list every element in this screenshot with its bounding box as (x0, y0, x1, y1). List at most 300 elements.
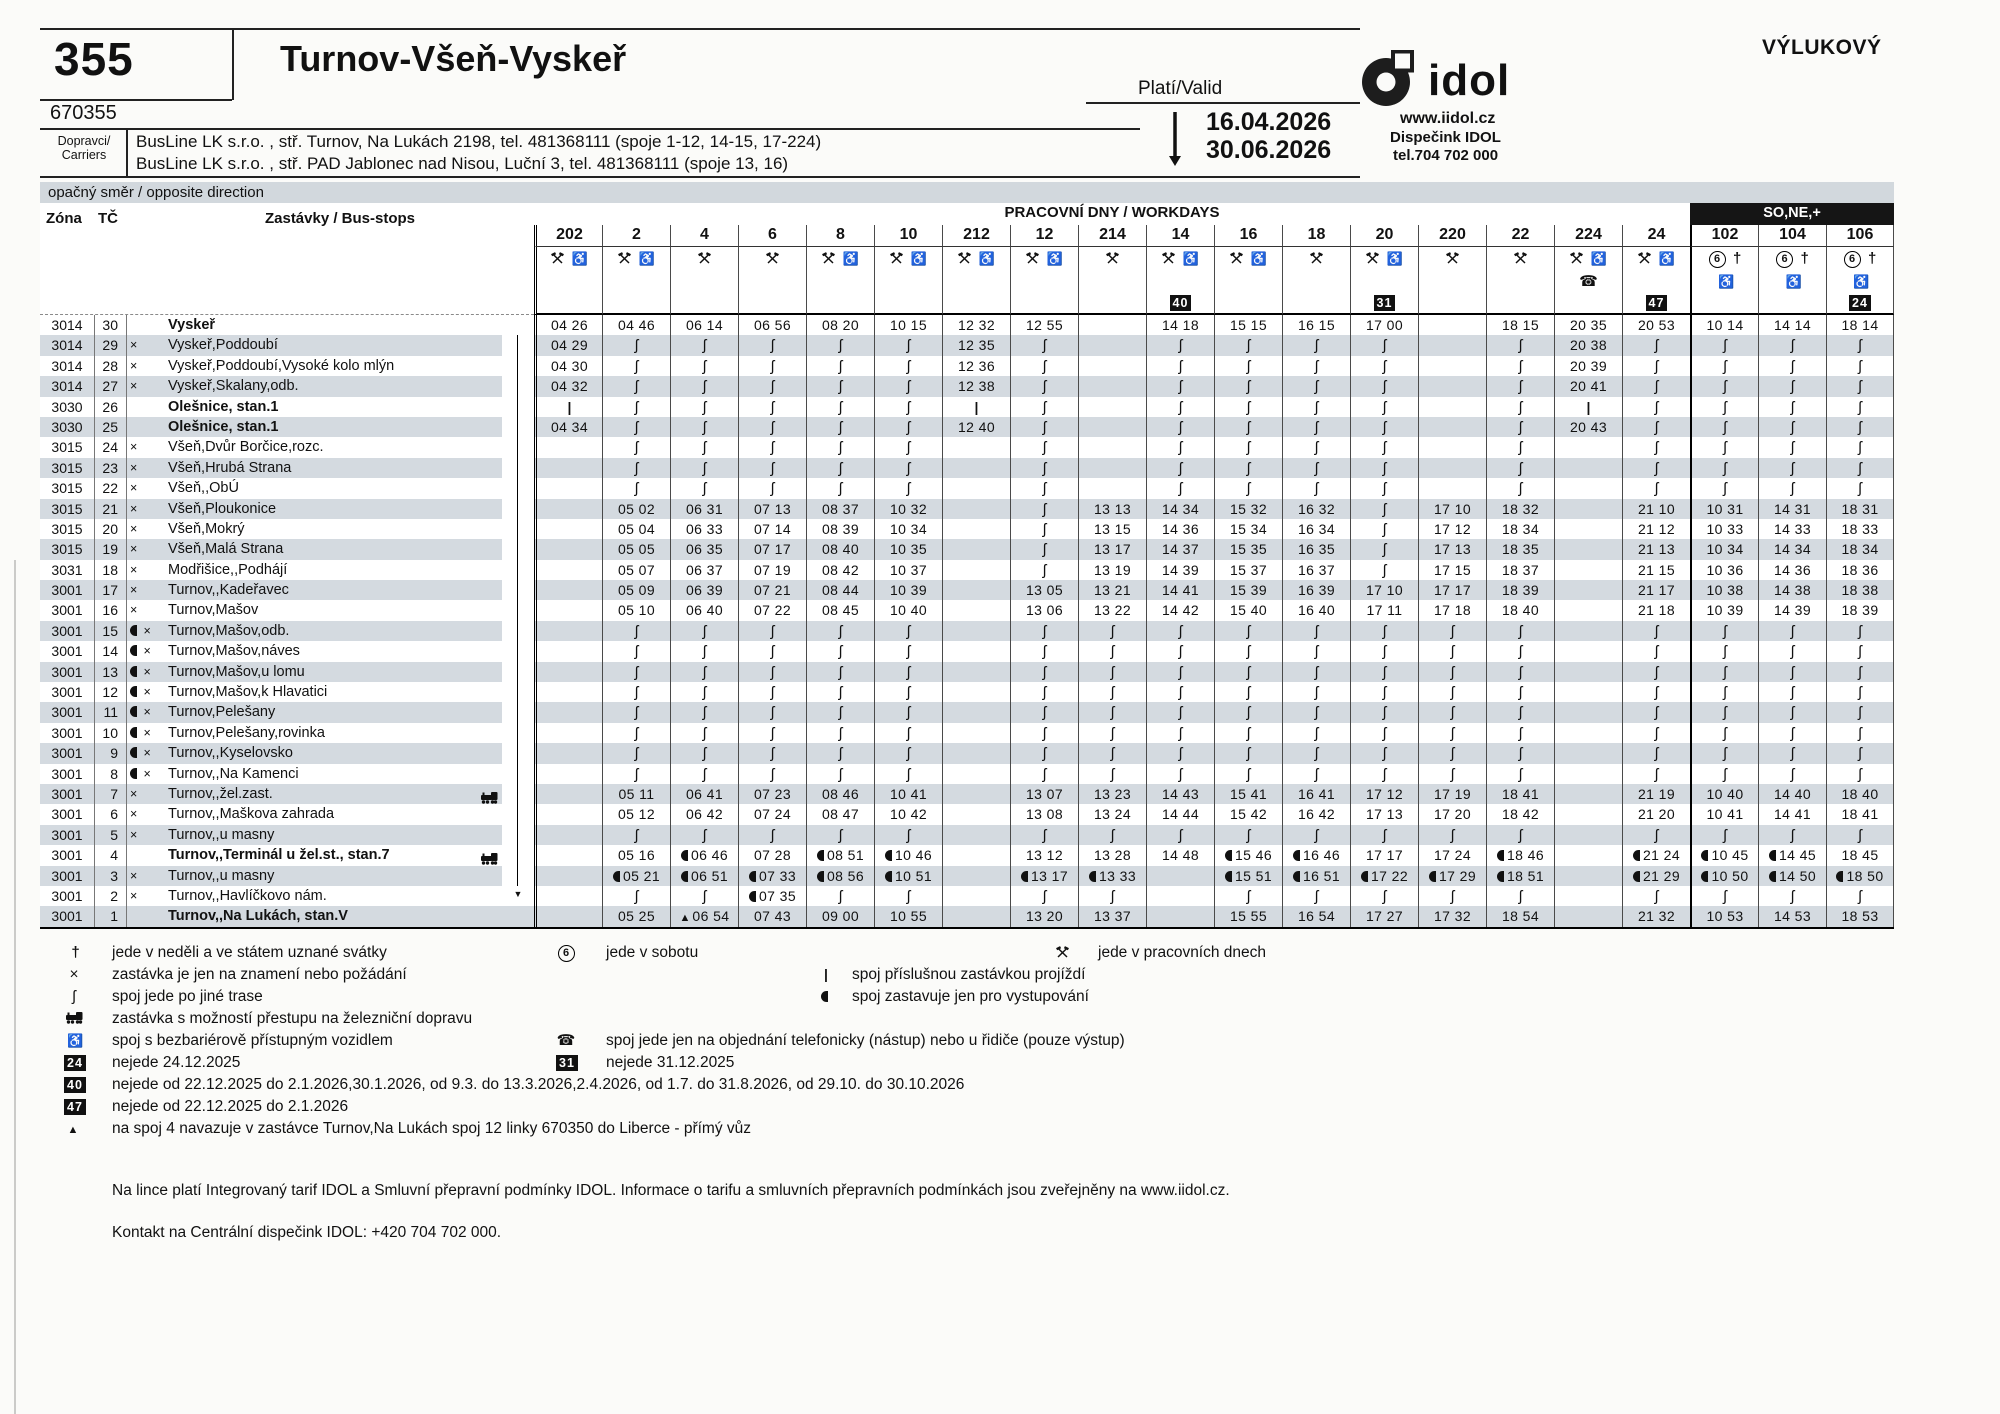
time-cell: 13 06 (1010, 600, 1078, 620)
service-symbols-18 (1282, 247, 1350, 293)
time-cell (1758, 723, 1826, 743)
time-cell: 06 42 (670, 804, 738, 824)
restriction-badge-24: 24 (64, 1055, 86, 1071)
stop-name-text: Olešnice, stan.1 (168, 418, 279, 435)
other-route-icon: ʃ (1790, 704, 1795, 722)
time-cell: 10 14 (1690, 315, 1758, 335)
wheelchair-icon: ♿ (571, 251, 588, 266)
other-route-icon: ʃ (1246, 745, 1251, 763)
time-cell (874, 702, 942, 722)
other-route-icon: ʃ (1314, 826, 1319, 844)
time-cell (738, 376, 806, 396)
other-route-icon: ʃ (1382, 500, 1387, 518)
other-route-icon: ʃ (1110, 684, 1115, 702)
stop-zone: 3030 (40, 417, 94, 437)
stop-tc: 28 (94, 356, 126, 376)
stop-tc: 19 (94, 539, 126, 559)
time-cell (1078, 437, 1146, 457)
other-route-icon: ʃ (1518, 378, 1523, 396)
time-cell (1418, 764, 1486, 784)
stop-name-text: Všeň,Mokrý (168, 520, 245, 537)
time-cell: 13 33 (1078, 866, 1146, 886)
time-cell: 17 00 (1350, 315, 1418, 335)
other-route-icon: ʃ (906, 622, 911, 640)
wheelchair-icon: ♿ (1590, 251, 1607, 266)
time-cell (1554, 458, 1622, 478)
time-cell (1282, 886, 1350, 906)
workdays-icon (618, 252, 631, 264)
time-cell: 06 41 (670, 784, 738, 804)
time-cell (738, 825, 806, 845)
other-route-icon: ʃ (1314, 439, 1319, 457)
time-cell (1282, 376, 1350, 396)
stop-mark: × (126, 743, 162, 763)
other-route-icon: ʃ (1654, 765, 1659, 783)
time-cell: 10 41 (874, 784, 942, 804)
other-route-icon: ʃ (1790, 826, 1795, 844)
service-symbols-202 (534, 247, 602, 293)
other-route-icon: ʃ (838, 622, 843, 640)
other-route-icon: ʃ (1314, 398, 1319, 416)
route-strip (502, 702, 534, 722)
route-strip (502, 539, 534, 559)
time-cell (1350, 702, 1418, 722)
time-cell (534, 539, 602, 559)
time-cell: 07 21 (738, 580, 806, 600)
time-cell: 14 34 (1146, 499, 1214, 519)
legend-symbol-wavy (64, 986, 84, 1007)
time-cell (1418, 315, 1486, 335)
other-route-icon: ʃ (906, 459, 911, 477)
other-route-icon: ʃ (1314, 480, 1319, 498)
time-cell: 17 29 (1418, 866, 1486, 886)
time-cell (1010, 662, 1078, 682)
other-route-icon: ʃ (1654, 357, 1659, 375)
time-cell (1214, 417, 1282, 437)
other-route-icon: ʃ (1382, 357, 1387, 375)
time-cell (806, 886, 874, 906)
time-cell (1078, 764, 1146, 784)
time-cell (670, 764, 738, 784)
exit-only-icon (1021, 871, 1028, 882)
time-cell (1622, 702, 1690, 722)
other-route-icon: ʃ (1723, 887, 1727, 905)
wheelchair-icon: ♿ (910, 251, 927, 266)
time-cell (1486, 723, 1554, 743)
exit-only-icon (1769, 871, 1776, 882)
time-cell: 16 51 (1282, 866, 1350, 886)
legend-row (40, 1074, 1940, 1095)
other-route-icon: ʃ (1518, 826, 1523, 844)
time-cell (1010, 478, 1078, 498)
time-cell (738, 723, 806, 743)
other-route-icon: ʃ (1723, 337, 1727, 355)
other-route-icon: ʃ (1246, 622, 1251, 640)
time-cell: 17 13 (1350, 804, 1418, 824)
other-route-icon: ʃ (1382, 561, 1387, 579)
other-route-icon: ʃ (906, 887, 911, 905)
time-cell: 16 39 (1282, 580, 1350, 600)
time-cell: 14 38 (1758, 580, 1826, 600)
time-cell (602, 825, 670, 845)
time-cell (1826, 682, 1894, 702)
time-cell (942, 845, 1010, 865)
other-route-icon: ʃ (1858, 337, 1862, 355)
status-note: VÝLUKOVÝ (1762, 36, 1882, 59)
other-route-icon: ʃ (1723, 480, 1727, 498)
other-route-icon: ʃ (1858, 643, 1862, 661)
time-cell: 20 35 (1554, 315, 1622, 335)
stop-name-text: Turnov,,Havlíčkovo nám. (168, 887, 327, 904)
service-badge-12 (1010, 293, 1078, 315)
other-route-icon: ʃ (1858, 480, 1862, 498)
other-route-icon: ʃ (1246, 724, 1251, 742)
other-route-icon: ʃ (1518, 622, 1523, 640)
stop-name (162, 478, 502, 498)
stop-mark: × (126, 437, 162, 457)
connection-triangle-icon: ▲ (679, 912, 691, 925)
time-cell (1010, 499, 1078, 519)
other-route-icon: ʃ (1450, 765, 1455, 783)
other-route-icon: ʃ (1858, 765, 1862, 783)
route-strip (502, 315, 534, 335)
time-cell (1554, 580, 1622, 600)
service-symbols-104 (1758, 247, 1826, 293)
stop-mark: × (126, 784, 162, 804)
time-cell (602, 417, 670, 437)
time-cell: 14 36 (1146, 519, 1214, 539)
time-cell (1622, 417, 1690, 437)
service-badge-8 (806, 293, 874, 315)
service-number-102: 102 (1690, 225, 1758, 247)
service-badge-212 (942, 293, 1010, 315)
legend-text: jede v sobotu (606, 944, 699, 961)
service-number-212: 212 (942, 225, 1010, 247)
time-cell (602, 764, 670, 784)
other-route-icon: ʃ (1042, 765, 1047, 783)
stop-name-text: Olešnice, stan.1 (168, 398, 279, 415)
time-cell: 06 33 (670, 519, 738, 539)
other-route-icon: ʃ (1790, 480, 1795, 498)
other-route-icon: ʃ (1110, 826, 1115, 844)
service-number-214: 214 (1078, 225, 1146, 247)
stop-tc: 7 (94, 784, 126, 804)
other-route-icon: ʃ (1246, 663, 1251, 681)
other-route-icon: ʃ (1110, 643, 1115, 661)
other-route-icon: ʃ (1450, 684, 1455, 702)
other-route-icon: ʃ (1518, 439, 1523, 457)
time-cell: 18 45 (1826, 845, 1894, 865)
sunday-holiday-icon: † (1868, 250, 1877, 267)
stop-mark: × (126, 866, 162, 886)
time-cell (1758, 437, 1826, 457)
stop-name (162, 886, 502, 906)
other-route-icon: ʃ (770, 337, 775, 355)
route-strip (502, 397, 534, 417)
time-cell (1282, 682, 1350, 702)
time-cell: 05 09 (602, 580, 670, 600)
time-cell (806, 641, 874, 661)
other-route-icon: ʃ (634, 337, 639, 355)
time-cell (1622, 621, 1690, 641)
time-cell (534, 519, 602, 539)
wheelchair-icon: ♿ (1046, 251, 1063, 266)
legend-symbol-b24 (64, 1052, 86, 1073)
service-badge-22 (1486, 293, 1554, 315)
scan-artifact-line (14, 560, 16, 1414)
exit-only-icon (1701, 871, 1708, 882)
time-cell (1758, 886, 1826, 906)
time-cell (874, 478, 942, 498)
legend-text: spoj jede jen na objednání telefonicky (nástup) nebo u řidiče (pouze výstup) (606, 1032, 1125, 1049)
time-cell (1146, 906, 1214, 926)
legend-symbol-train (64, 1008, 84, 1029)
carriers-label-cz: Dopravci/ (57, 134, 111, 148)
other-route-icon: ʃ (770, 826, 775, 844)
phone-icon: ☎ (556, 1032, 576, 1049)
time-cell (806, 417, 874, 437)
time-cell (670, 335, 738, 355)
time-cell (602, 458, 670, 478)
time-cell (534, 621, 602, 641)
exit-only-icon (130, 625, 137, 636)
stops-header (40, 203, 534, 315)
time-cell (1010, 743, 1078, 763)
exit-only-icon (1089, 871, 1096, 882)
stop-zone: 3015 (40, 458, 94, 478)
time-cell: 13 28 (1078, 845, 1146, 865)
other-route-icon: ʃ (838, 643, 843, 661)
workdays-icon (1230, 252, 1243, 264)
stop-mark (126, 417, 162, 437)
time-cell (1690, 437, 1758, 457)
time-cell (1486, 764, 1554, 784)
other-route-icon: ʃ (1518, 643, 1523, 661)
time-cell (1214, 437, 1282, 457)
service-symbols-8 (806, 247, 874, 293)
other-route-icon: ʃ (1723, 663, 1727, 681)
time-cell: 13 05 (1010, 580, 1078, 600)
time-cell (602, 397, 670, 417)
other-route-icon: ʃ (838, 765, 843, 783)
time-cell: 04 30 (534, 356, 602, 376)
time-cell (1826, 825, 1894, 845)
time-cell: 18 34 (1826, 539, 1894, 559)
time-cell (1690, 458, 1758, 478)
time-cell (1554, 662, 1622, 682)
time-cell (1418, 723, 1486, 743)
time-cell (1078, 682, 1146, 702)
other-route-icon: ʃ (1042, 357, 1047, 375)
time-cell (1214, 376, 1282, 396)
workdays-icon (1310, 252, 1323, 264)
other-route-icon: ʃ (1790, 745, 1795, 763)
time-cell (1554, 397, 1622, 417)
valid-label: Platí/Valid (1138, 78, 1223, 99)
time-cell (670, 458, 738, 478)
time-cell (942, 560, 1010, 580)
stop-zone: 3001 (40, 906, 94, 926)
other-route-icon: ʃ (1382, 826, 1387, 844)
time-cell: 05 04 (602, 519, 670, 539)
stop-mark: × (126, 580, 162, 600)
stop-zone: 3015 (40, 539, 94, 559)
stop-name (162, 335, 502, 355)
service-symbols-220 (1418, 247, 1486, 293)
other-route-icon: ʃ (1450, 826, 1455, 844)
stop-name (162, 437, 502, 457)
wheelchair-icon: ♿ (638, 251, 655, 266)
exit-only-icon (749, 871, 756, 882)
other-route-icon: ʃ (634, 643, 639, 661)
other-route-icon: ʃ (770, 643, 775, 661)
service-badge-16 (1214, 293, 1282, 315)
time-cell: 18 38 (1826, 580, 1894, 600)
stop-name (162, 723, 502, 743)
exit-only-icon (885, 850, 892, 861)
time-cell (738, 335, 806, 355)
time-cell (670, 662, 738, 682)
wheelchair-icon: ♿ (1718, 274, 1735, 290)
time-cell (1554, 804, 1622, 824)
other-route-icon: ʃ (1246, 684, 1251, 702)
time-cell: 14 50 (1758, 866, 1826, 886)
time-cell (1758, 458, 1826, 478)
passes-stop-icon: | (1586, 398, 1591, 415)
route-strip (502, 621, 534, 641)
time-cell: 06 14 (670, 315, 738, 335)
time-cell (1010, 417, 1078, 437)
other-route-icon: ʃ (634, 622, 639, 640)
exit-only-icon (681, 850, 688, 861)
time-cell: 13 12 (1010, 845, 1078, 865)
stop-mark: × (126, 804, 162, 824)
time-cell (874, 662, 942, 682)
time-cell (874, 335, 942, 355)
other-route-icon: ʃ (1518, 480, 1523, 498)
other-route-icon: ʃ (702, 459, 707, 477)
other-route-icon: ʃ (1654, 459, 1659, 477)
other-route-icon: ʃ (1246, 826, 1251, 844)
other-route-icon: ʃ (906, 643, 911, 661)
time-cell (1554, 764, 1622, 784)
time-cell (1622, 662, 1690, 682)
other-route-icon: ʃ (1246, 418, 1251, 436)
other-route-icon: ʃ (1858, 663, 1862, 681)
stop-name-text: Všeň,,ObÚ (168, 480, 239, 497)
time-cell (602, 621, 670, 641)
time-cell: 17 13 (1418, 539, 1486, 559)
time-cell: 21 15 (1622, 560, 1690, 580)
other-route-icon: ʃ (1858, 826, 1862, 844)
wheelchair-icon: ♿ (1182, 251, 1199, 266)
time-cell: 17 12 (1418, 519, 1486, 539)
time-cell (1214, 723, 1282, 743)
exit-only-icon (1293, 850, 1300, 861)
time-cell (1418, 397, 1486, 417)
time-cell (738, 662, 806, 682)
other-route-icon: ʃ (906, 684, 911, 702)
time-cell (1758, 662, 1826, 682)
time-cell (1146, 825, 1214, 845)
restriction-badge-47: 47 (64, 1099, 86, 1115)
service-symbols-14 (1146, 247, 1214, 293)
time-cell: 10 53 (1690, 906, 1758, 926)
time-cell (1690, 723, 1758, 743)
time-cell (1554, 539, 1622, 559)
time-cell (942, 906, 1010, 926)
time-cell (602, 702, 670, 722)
time-cell (1690, 886, 1758, 906)
legend-row (40, 1030, 1940, 1051)
time-cell: 15 39 (1214, 580, 1282, 600)
service-number-22: 22 (1486, 225, 1554, 247)
time-cell (874, 743, 942, 763)
time-cell: 12 36 (942, 356, 1010, 376)
time-cell (1758, 682, 1826, 702)
time-cell (1350, 519, 1418, 539)
restriction-badge-40: 40 (1170, 295, 1192, 311)
other-route-icon: ʃ (634, 826, 639, 844)
time-cell (1418, 478, 1486, 498)
stop-zone: 3001 (40, 702, 94, 722)
time-cell (1554, 743, 1622, 763)
other-route-icon: ʃ (1790, 887, 1795, 905)
service-badge-20 (1350, 293, 1418, 315)
time-cell (1826, 764, 1894, 784)
time-cell (670, 743, 738, 763)
stop-name-text: Turnov,Pelešany,rovinka (168, 724, 325, 741)
time-cell (1214, 458, 1282, 478)
time-cell (1758, 621, 1826, 641)
time-cell: 13 22 (1078, 600, 1146, 620)
other-route-icon: ʃ (1178, 480, 1183, 498)
time-cell (1010, 641, 1078, 661)
stop-tc: 24 (94, 437, 126, 457)
time-cell (1350, 458, 1418, 478)
time-cell: 10 37 (874, 560, 942, 580)
exit-only-icon (1633, 871, 1640, 882)
time-cell (1622, 723, 1690, 743)
time-cell (1350, 743, 1418, 763)
time-cell (1146, 356, 1214, 376)
time-cell: 12 55 (1010, 315, 1078, 335)
wheelchair-icon: ♿ (1386, 251, 1403, 266)
other-route-icon: ʃ (838, 439, 843, 457)
time-cell (1622, 397, 1690, 417)
other-route-icon: ʃ (1042, 704, 1047, 722)
time-cell (534, 458, 602, 478)
time-cell (1622, 335, 1690, 355)
time-cell (1826, 621, 1894, 641)
time-cell (1418, 682, 1486, 702)
other-route-icon: ʃ (770, 724, 775, 742)
phone-icon: ☎ (1579, 273, 1598, 291)
stop-zone: 3015 (51, 480, 83, 497)
stop-name (162, 539, 502, 559)
time-cell: 16 15 (1282, 315, 1350, 335)
time-cell: 14 36 (1758, 560, 1826, 580)
stop-zone: 3001 (51, 643, 83, 660)
time-cell (1146, 723, 1214, 743)
direction-note: opačný směr / opposite direction (40, 182, 1894, 203)
time-cell (1350, 621, 1418, 641)
stop-zone: 3014 (51, 357, 83, 374)
time-cell (1214, 682, 1282, 702)
stop-mark: × (126, 560, 162, 580)
other-route-icon: ʃ (1858, 887, 1862, 905)
header-rule-under-line-number (40, 99, 232, 101)
